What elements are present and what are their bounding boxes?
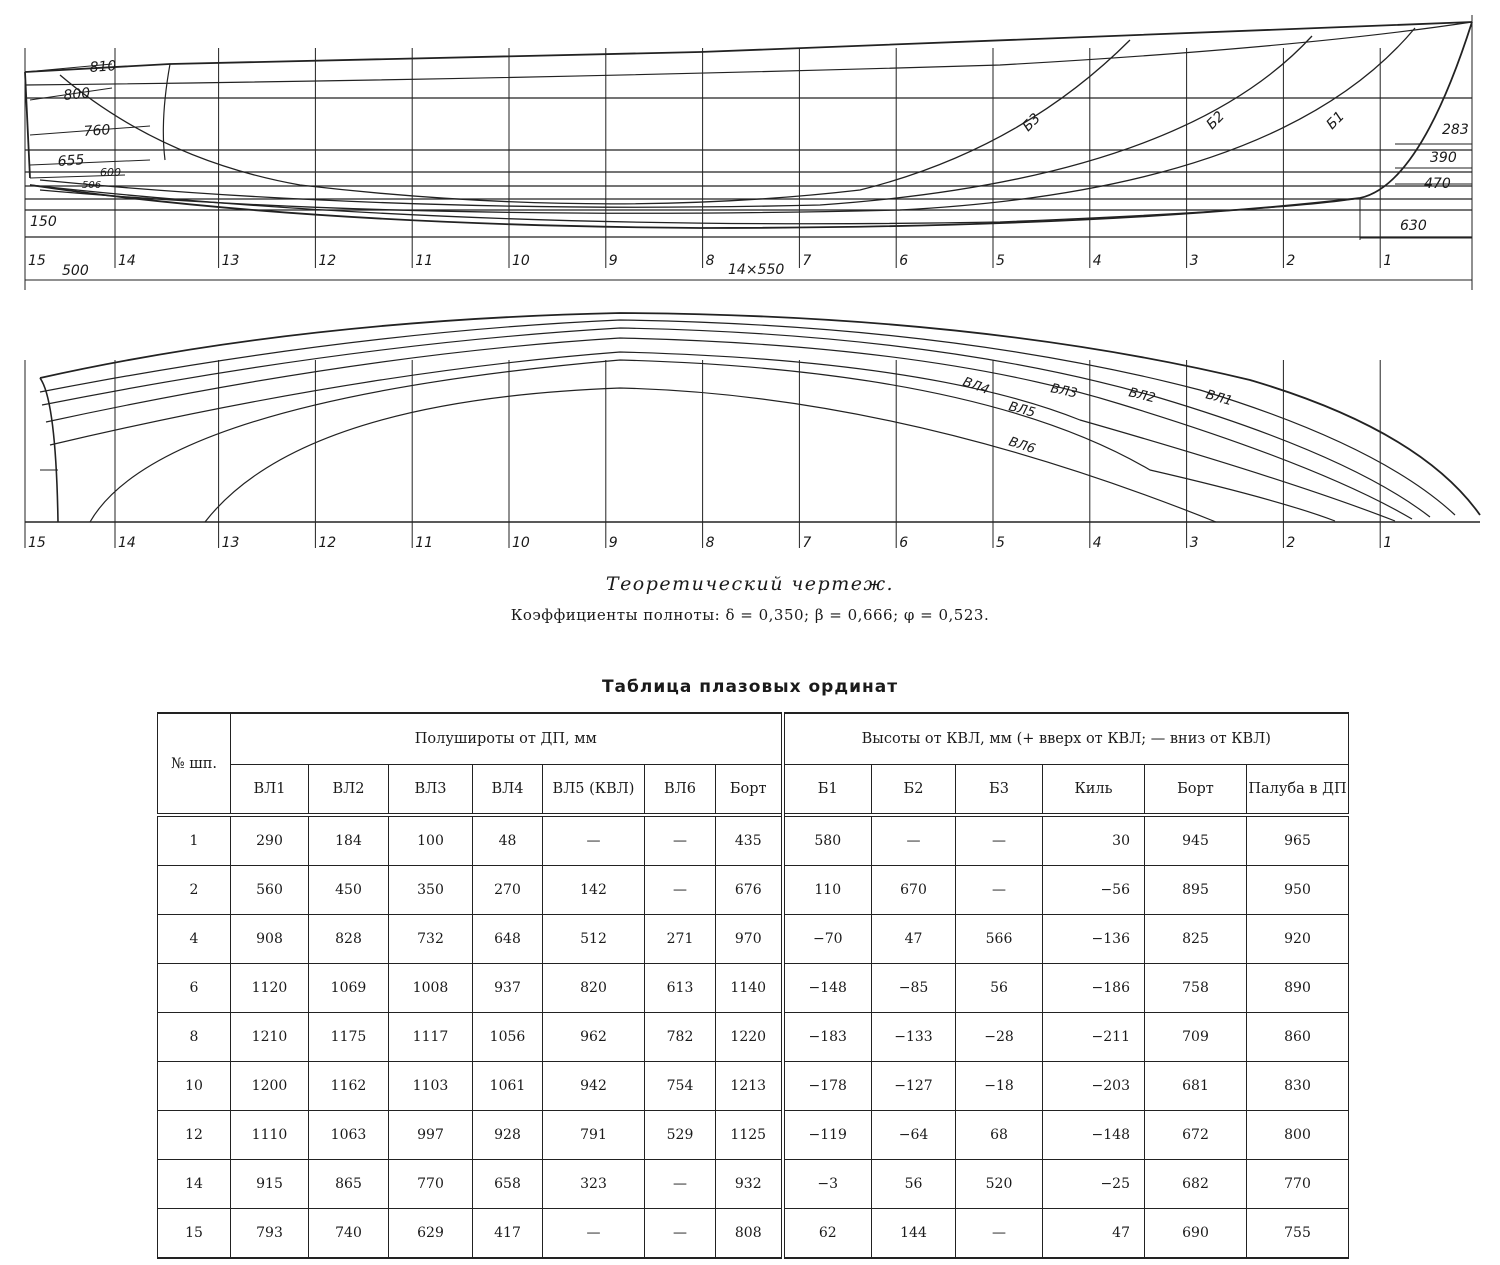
- offset-cell: 709: [1145, 1013, 1247, 1062]
- dim-283: 283: [1442, 122, 1469, 138]
- offset-cell: −203: [1043, 1062, 1145, 1111]
- plan-station-label: 14: [118, 535, 136, 551]
- column-header: Б1: [783, 765, 872, 816]
- offset-cell: 920: [1247, 915, 1349, 964]
- offset-cell: 1063: [309, 1111, 389, 1160]
- offset-cell: 1210: [231, 1013, 309, 1062]
- offset-cell: −70: [783, 915, 872, 964]
- dim-470: 470: [1424, 176, 1451, 192]
- offset-cell: 1125: [716, 1111, 783, 1160]
- offset-cell: 110: [783, 866, 872, 915]
- offset-cell: —: [956, 815, 1043, 866]
- profile-station-label: 6: [899, 253, 909, 269]
- offset-cell: 560: [231, 866, 309, 915]
- profile-station-label: 5: [996, 253, 1005, 269]
- offsets-table: [157, 712, 1349, 1259]
- offset-cell: 1117: [389, 1013, 473, 1062]
- offset-cell: 142: [543, 866, 645, 915]
- offset-cell: 48: [473, 815, 543, 866]
- offset-cell: 1103: [389, 1062, 473, 1111]
- offset-cell: —: [645, 815, 716, 866]
- station-cell: 10: [158, 1062, 231, 1111]
- offset-cell: 56: [956, 964, 1043, 1013]
- offset-cell: 970: [716, 915, 783, 964]
- drawing-caption-coefficients: Коэффициенты полноты: δ = 0,350; β = 0,666; φ = 0,523.: [510, 606, 990, 624]
- halfbreadths-group-header: Полуширoты от ДП, мм: [231, 713, 783, 765]
- offset-cell: 1069: [309, 964, 389, 1013]
- offset-cell: —: [645, 866, 716, 915]
- plan-station-label: 11: [415, 535, 434, 551]
- offset-cell: 782: [645, 1013, 716, 1062]
- column-header: Б3: [956, 765, 1043, 816]
- offset-cell: 820: [543, 964, 645, 1013]
- dim-630: 630: [1400, 218, 1427, 234]
- offset-cell: —: [872, 815, 956, 866]
- dim-655: 655: [57, 152, 85, 170]
- offset-cell: 681: [1145, 1062, 1247, 1111]
- offset-cell: —: [956, 866, 1043, 915]
- column-header: ВЛ1: [231, 765, 309, 816]
- plan-station-label: 9: [608, 535, 618, 551]
- offset-cell: 1220: [716, 1013, 783, 1062]
- offset-cell: 965: [1247, 815, 1349, 866]
- offset-cell: 793: [231, 1209, 309, 1259]
- offset-cell: 942: [543, 1062, 645, 1111]
- table-row: [158, 964, 1349, 1013]
- offset-cell: 1213: [716, 1062, 783, 1111]
- offset-cell: 350: [389, 866, 473, 915]
- station-cell: 12: [158, 1111, 231, 1160]
- offset-cell: 676: [716, 866, 783, 915]
- offset-cell: 290: [231, 815, 309, 866]
- offset-cell: 770: [1247, 1160, 1349, 1209]
- offset-cell: 860: [1247, 1013, 1349, 1062]
- offset-cell: 770: [389, 1160, 473, 1209]
- offset-cell: 758: [1145, 964, 1247, 1013]
- offset-cell: —: [956, 1209, 1043, 1259]
- waterline-vl1-label: ВЛ1: [1203, 387, 1234, 410]
- plan-view: [25, 313, 1480, 548]
- offset-cell: 520: [956, 1160, 1043, 1209]
- offset-cell: 529: [645, 1111, 716, 1160]
- dim-506: 506: [82, 180, 102, 191]
- profile-view: [25, 15, 1472, 290]
- profile-station-label: 11: [415, 253, 434, 269]
- dim-500: 500: [62, 263, 89, 279]
- plan-station-label: 3: [1189, 535, 1199, 551]
- offset-cell: −85: [872, 964, 956, 1013]
- plan-station-label: 6: [899, 535, 909, 551]
- offset-cell: —: [645, 1160, 716, 1209]
- column-header: Киль: [1043, 765, 1145, 816]
- dim-150: 150: [30, 214, 57, 230]
- profile-station-label: 10: [512, 253, 530, 269]
- offset-cell: 950: [1247, 866, 1349, 915]
- offset-cell: 997: [389, 1111, 473, 1160]
- buttock-b3-label: Б3: [1019, 110, 1044, 135]
- offset-cell: 937: [473, 964, 543, 1013]
- profile-station-label: 2: [1286, 253, 1296, 269]
- drawing-caption-title: Теоретический чертеж.: [605, 573, 895, 595]
- offset-cell: −127: [872, 1062, 956, 1111]
- offset-cell: −148: [783, 964, 872, 1013]
- profile-labels: [30, 58, 1469, 279]
- offset-cell: 629: [389, 1209, 473, 1259]
- profile-station-label: 1: [1383, 253, 1393, 269]
- offset-cell: —: [543, 1209, 645, 1259]
- offset-cell: 144: [872, 1209, 956, 1259]
- offset-cell: 56: [872, 1160, 956, 1209]
- table-row: [158, 915, 1349, 964]
- station-cell: 15: [158, 1209, 231, 1259]
- plan-station-label: 8: [705, 535, 715, 551]
- offset-cell: 800: [1247, 1111, 1349, 1160]
- offset-cell: 825: [1145, 915, 1247, 964]
- plan-station-label: 1: [1383, 535, 1393, 551]
- table-title: Таблица плазовых ординат: [601, 677, 899, 697]
- profile-station-label: 13: [221, 253, 240, 269]
- offset-cell: 417: [473, 1209, 543, 1259]
- offset-cell: 1200: [231, 1062, 309, 1111]
- column-header: ВЛ5 (КВЛ): [543, 765, 645, 816]
- offset-cell: −183: [783, 1013, 872, 1062]
- offset-cell: 1008: [389, 964, 473, 1013]
- offset-cell: −25: [1043, 1160, 1145, 1209]
- offset-cell: 732: [389, 915, 473, 964]
- offset-cell: 62: [783, 1209, 872, 1259]
- offset-cell: 1140: [716, 964, 783, 1013]
- profile-station-label: 3: [1189, 253, 1199, 269]
- offset-cell: 682: [1145, 1160, 1247, 1209]
- plan-station-label: 15: [28, 535, 46, 551]
- station-cell: 14: [158, 1160, 231, 1209]
- column-header: Б2: [872, 765, 956, 816]
- column-header: ВЛ6: [645, 765, 716, 816]
- offset-cell: 754: [645, 1062, 716, 1111]
- offset-cell: 271: [645, 915, 716, 964]
- profile-station-label: 12: [318, 253, 337, 269]
- station-cell: 8: [158, 1013, 231, 1062]
- offset-cell: 512: [543, 915, 645, 964]
- profile-station-label: 15: [28, 253, 46, 269]
- offset-cell: 740: [309, 1209, 389, 1259]
- offset-cell: 68: [956, 1111, 1043, 1160]
- waterline-vl3-label: ВЛ3: [1049, 381, 1079, 402]
- offset-cell: 323: [543, 1160, 645, 1209]
- plan-station-label: 7: [802, 535, 812, 551]
- offset-cell: 184: [309, 815, 389, 866]
- table-row: [158, 1111, 1349, 1160]
- waterline-vl2-label: ВЛ2: [1127, 385, 1157, 407]
- offset-cell: 47: [1043, 1209, 1145, 1259]
- dim-14x550: 14×550: [728, 262, 785, 278]
- buttock-b1-label: Б1: [1323, 108, 1348, 133]
- offset-cell: 945: [1145, 815, 1247, 866]
- offset-cell: −64: [872, 1111, 956, 1160]
- plan-station-label: 13: [221, 535, 240, 551]
- station-header: № шп.: [158, 713, 231, 815]
- table-row: [158, 1062, 1349, 1111]
- heights-group-header: Высоты от КВЛ, мм (+ вверх от КВЛ; — вниз от КВЛ): [783, 713, 1349, 765]
- profile-station-label: 8: [705, 253, 715, 269]
- offset-cell: 580: [783, 815, 872, 866]
- offset-cell: 865: [309, 1160, 389, 1209]
- offset-cell: 690: [1145, 1209, 1247, 1259]
- offset-cell: 791: [543, 1111, 645, 1160]
- offset-cell: 658: [473, 1160, 543, 1209]
- offset-cell: 47: [872, 915, 956, 964]
- offset-cell: 890: [1247, 964, 1349, 1013]
- station-cell: 1: [158, 815, 231, 866]
- offset-cell: 1120: [231, 964, 309, 1013]
- column-header: Борт: [716, 765, 783, 816]
- column-header: ВЛ3: [389, 765, 473, 816]
- offset-cell: −211: [1043, 1013, 1145, 1062]
- plan-labels: [961, 375, 1234, 457]
- plan-station-label: 4: [1092, 535, 1102, 551]
- plan-station-label: 5: [996, 535, 1005, 551]
- column-header: Борт: [1145, 765, 1247, 816]
- offset-cell: 1061: [473, 1062, 543, 1111]
- plan-station-label: 10: [512, 535, 530, 551]
- offset-cell: —: [645, 1209, 716, 1259]
- offset-cell: 613: [645, 964, 716, 1013]
- offset-cell: 908: [231, 915, 309, 964]
- column-header: ВЛ4: [473, 765, 543, 816]
- offset-cell: −119: [783, 1111, 872, 1160]
- offset-cell: 1175: [309, 1013, 389, 1062]
- offset-cell: 830: [1247, 1062, 1349, 1111]
- dim-810: 810: [89, 58, 117, 76]
- table-row: [158, 1209, 1349, 1259]
- offset-cell: 672: [1145, 1111, 1247, 1160]
- waterline-vl6-label: ВЛ6: [1006, 434, 1038, 458]
- offset-cell: −186: [1043, 964, 1145, 1013]
- profile-station-label: 14: [118, 253, 136, 269]
- table-row: [158, 1013, 1349, 1062]
- station-cell: 2: [158, 866, 231, 915]
- table-row: [158, 1160, 1349, 1209]
- offset-cell: −178: [783, 1062, 872, 1111]
- profile-station-label: 4: [1092, 253, 1102, 269]
- column-header: Палуба в ДП: [1247, 765, 1349, 816]
- waterline-vl4-label: ВЛ4: [960, 374, 992, 398]
- plan-station-label: 12: [318, 535, 337, 551]
- dim-390: 390: [1430, 150, 1457, 166]
- offset-cell: 895: [1145, 866, 1247, 915]
- profile-station-label: 7: [802, 253, 812, 269]
- profile-station-label: 9: [608, 253, 618, 269]
- offset-cell: 932: [716, 1160, 783, 1209]
- station-cell: 6: [158, 964, 231, 1013]
- offset-cell: 435: [716, 815, 783, 866]
- offset-cell: 1056: [473, 1013, 543, 1062]
- offset-cell: 962: [543, 1013, 645, 1062]
- offset-cell: 915: [231, 1160, 309, 1209]
- offset-cell: −133: [872, 1013, 956, 1062]
- station-cell: 4: [158, 915, 231, 964]
- offset-cell: 755: [1247, 1209, 1349, 1259]
- table-row: [158, 866, 1349, 915]
- offset-cell: −148: [1043, 1111, 1145, 1160]
- dim-760: 760: [83, 122, 111, 140]
- offset-cell: 1110: [231, 1111, 309, 1160]
- column-header: ВЛ2: [309, 765, 389, 816]
- dim-600: 600: [100, 166, 121, 179]
- offset-cell: 1162: [309, 1062, 389, 1111]
- lines-drawing: [0, 0, 1500, 570]
- offset-cell: −18: [956, 1062, 1043, 1111]
- offset-cell: 808: [716, 1209, 783, 1259]
- offset-cell: 648: [473, 915, 543, 964]
- dim-800: 800: [62, 85, 92, 104]
- offset-cell: 828: [309, 915, 389, 964]
- table-row: [158, 815, 1349, 866]
- offset-cell: 30: [1043, 815, 1145, 866]
- offset-cell: 566: [956, 915, 1043, 964]
- offset-cell: 100: [389, 815, 473, 866]
- offset-cell: 450: [309, 866, 389, 915]
- plan-station-label: 2: [1286, 535, 1296, 551]
- offset-cell: 670: [872, 866, 956, 915]
- buttock-b2-label: Б2: [1203, 108, 1228, 133]
- offset-cell: 270: [473, 866, 543, 915]
- offset-cell: −136: [1043, 915, 1145, 964]
- offset-cell: −3: [783, 1160, 872, 1209]
- offset-cell: 928: [473, 1111, 543, 1160]
- offset-cell: −28: [956, 1013, 1043, 1062]
- waterline-vl5-label: ВЛ5: [1006, 399, 1037, 421]
- offset-cell: —: [543, 815, 645, 866]
- offset-cell: −56: [1043, 866, 1145, 915]
